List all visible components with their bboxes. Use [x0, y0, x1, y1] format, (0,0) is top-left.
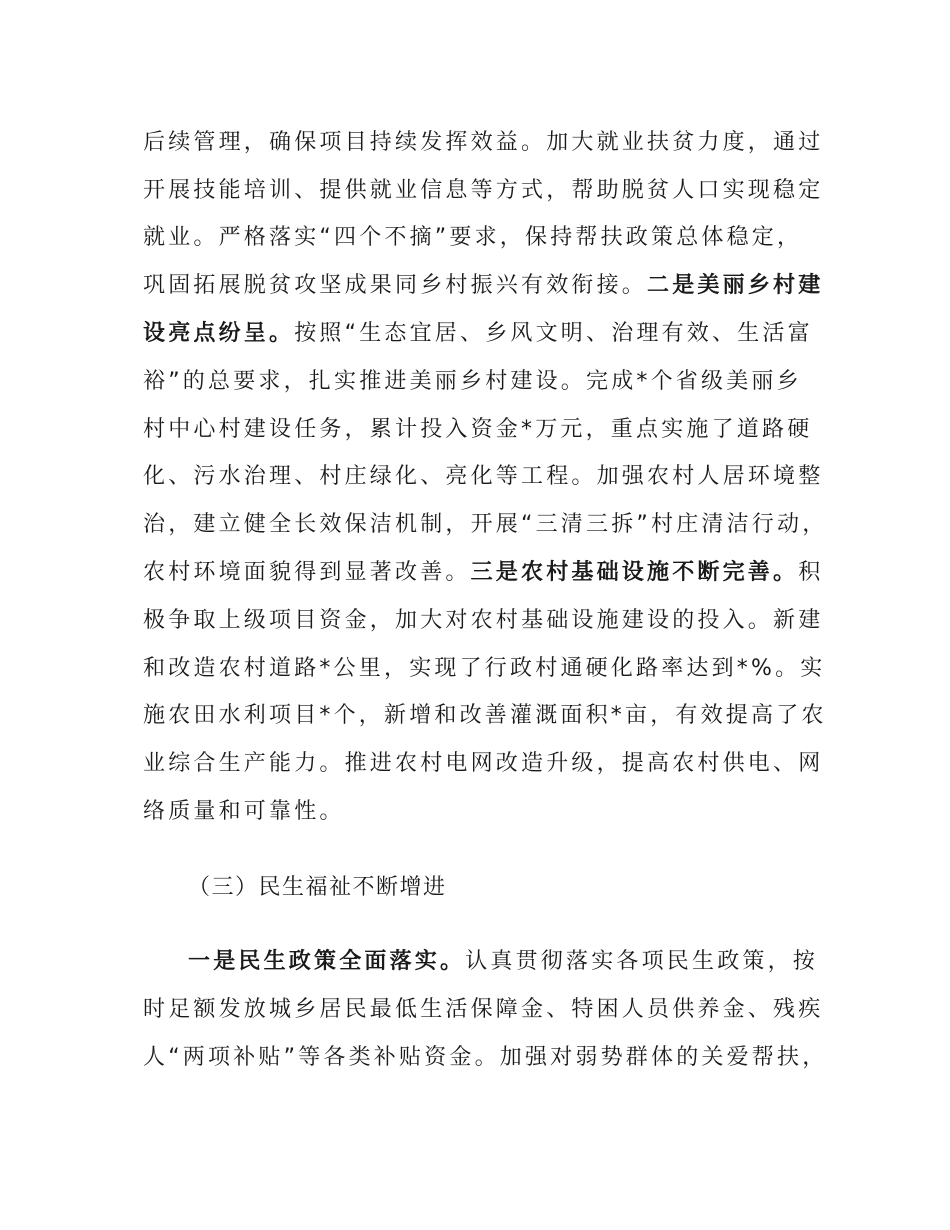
paragraph-line	[143, 319, 813, 349]
bold-lead-text: 三是农村基础设施不断完善。	[470, 560, 799, 585]
paragraph-line	[143, 654, 826, 684]
paragraph-line	[143, 558, 823, 588]
body-text: 村中心村建设任务，累计投入资金*万元，重点实施了道路硬	[143, 417, 813, 442]
section-heading-text: （三）民生福祉不断增进	[188, 875, 447, 900]
paragraph-line	[143, 367, 802, 397]
paragraph-line	[143, 701, 827, 731]
paragraph-line	[143, 995, 823, 1025]
body-text: 巩固拓展脱贫攻坚成果同乡村振兴有效衔接。	[143, 273, 648, 298]
paragraph-line	[143, 510, 827, 540]
body-text: 络质量和可靠性。	[143, 799, 345, 824]
body-text: 农村环境面貌得到显著改善。	[143, 560, 471, 585]
paragraph-line	[143, 176, 823, 206]
body-text: 业综合生产能力。推进农村电网改造升级，提高农村供电、网	[143, 751, 824, 776]
section-heading	[188, 873, 447, 903]
body-text: 人“两项补贴”等各类补贴资金。加强对弱势群体的关爱帮扶，	[143, 1045, 828, 1070]
body-text: 施农田水利项目*个，新增和改善灌溉面积*亩，有效提高了农	[143, 703, 827, 728]
bold-lead-text: 设亮点纷呈。	[143, 321, 295, 346]
bold-lead-text: 一是民生政策全面落实。	[188, 949, 466, 974]
body-text: 和改造农村道路*公里，实现了行政村通硬化路率达到*%。实	[143, 656, 826, 681]
paragraph-line	[143, 128, 823, 158]
paragraph-line	[143, 462, 823, 492]
paragraph-line	[143, 1043, 827, 1073]
paragraph-line	[143, 749, 823, 779]
bold-lead-text: 二是美丽乡村建	[647, 273, 824, 298]
body-text: 按照“生态宜居、乡风文明、治理有效、生活富	[294, 321, 813, 346]
body-text: 时足额发放城乡居民最低生活保障金、特困人员供养金、残疾	[143, 997, 824, 1022]
paragraph-line	[188, 947, 818, 977]
body-text: 开展技能培训、提供就业信息等方式，帮助脱贫人口实现稳定	[143, 178, 824, 203]
paragraph-line	[143, 606, 823, 636]
body-text: 化、污水治理、村庄绿化、亮化等工程。加强农村人居环境整	[143, 464, 824, 489]
body-text: 认真贯彻落实各项民生政策，按	[465, 949, 819, 974]
paragraph-line	[143, 271, 823, 301]
body-text: 后续管理，确保项目持续发挥效益。加大就业扶贫力度，通过	[143, 130, 824, 155]
body-text: 就业。严格落实“四个不摘”要求，保持帮扶政策总体稳定，	[143, 225, 803, 250]
paragraph-line	[143, 797, 345, 827]
body-text: 治，建立健全长效保洁机制，开展“三清三拆”村庄清洁行动，	[143, 512, 828, 537]
body-text: 极争取上级项目资金，加大对农村基础设施建设的投入。新建	[143, 608, 824, 633]
body-text: 裕”的总要求，扎实推进美丽乡村建设。完成*个省级美丽乡	[143, 369, 802, 394]
paragraph-line	[143, 415, 812, 445]
paragraph-line	[143, 223, 802, 253]
body-text: 积	[798, 560, 824, 585]
